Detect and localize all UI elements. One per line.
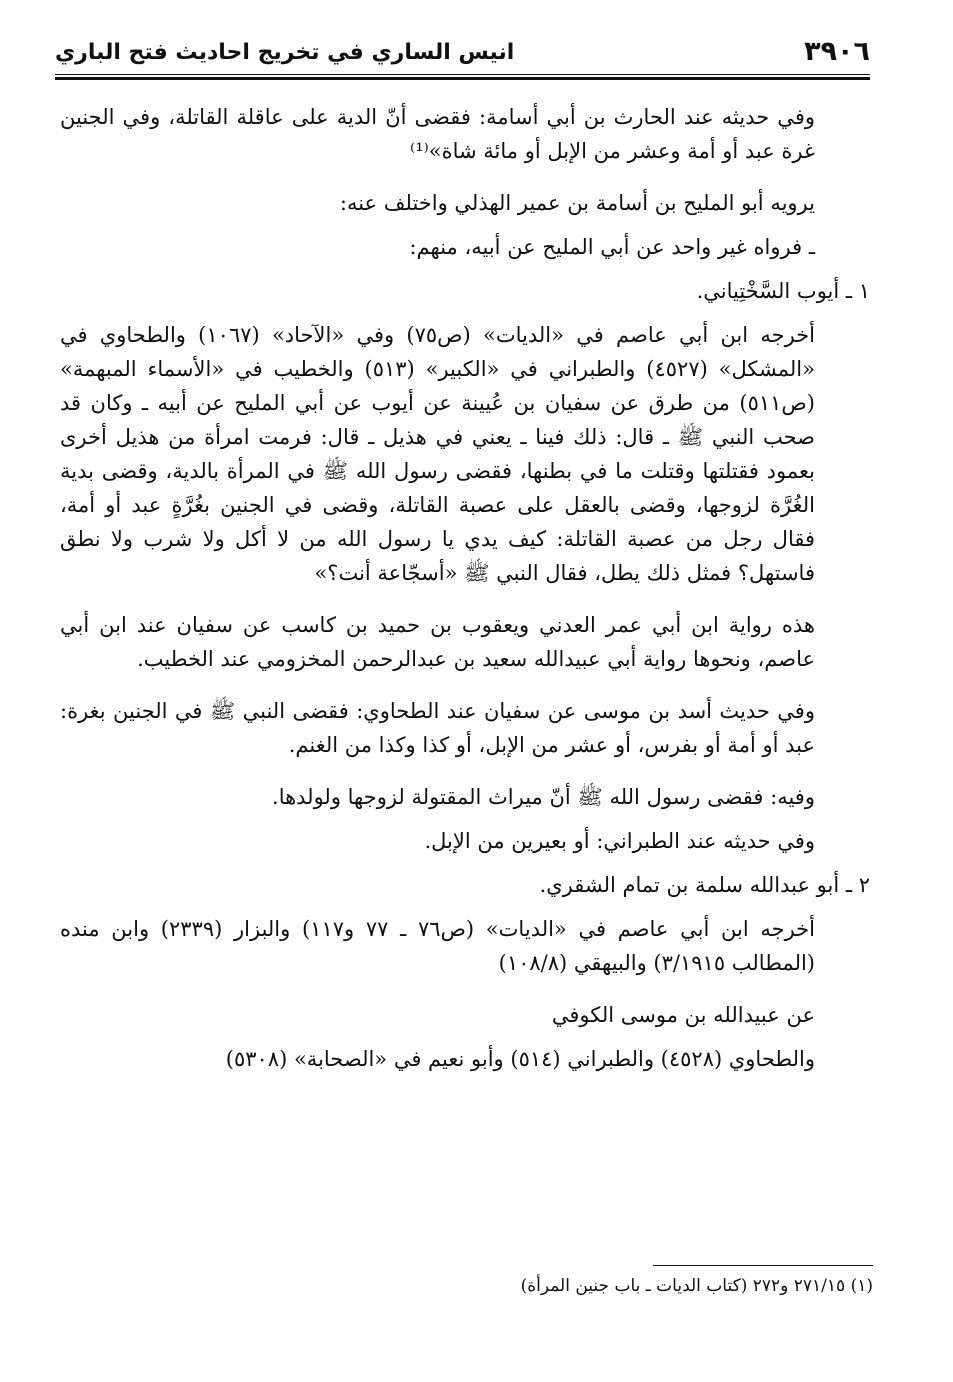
header-divider — [55, 77, 870, 80]
footnote: (١) ٢٧١/١٥ و٢٧٢ (كتاب الديات ـ باب جنين المرأة) — [520, 1276, 873, 1296]
paragraph: وفي حديثه عند الحارث بن أبي أسامة: فقضى أنّ الدية على عاقلة القاتلة، وفي الجنين غرة عبد أو أمة وعشر من الإبل أو مائة شاة»⁽¹⁾ — [60, 105, 815, 163]
page-body — [60, 100, 870, 1086]
paragraph: والطحاوي (٤٥٢٨) والطبراني (٥١٤) وأبو نعيم في «الصحابة» (٥٣٠٨) — [225, 1047, 815, 1071]
header-divider-thin — [55, 74, 870, 75]
footnote-divider — [653, 1265, 873, 1266]
paragraph: عن عبيدالله بن موسى الكوفي — [551, 1003, 815, 1027]
numbered-heading: ٢ ـ أبو عبدالله سلمة بن تمام الشقري. — [539, 873, 870, 897]
book-title: انيس الساري في تخريج احاديث فتح الباري — [55, 40, 515, 65]
paragraph: أخرجه ابن أبي عاصم في «الديات» (ص٧٦ ـ ٧٧ و١١٧) والبزار (٢٣٣٩) وابن منده (المطالب ٣/١٩١٥) والبيهقي (١٠٨/٨) — [60, 917, 815, 975]
page-number: ٣٩٠٦ — [804, 36, 870, 67]
paragraph: وفيه: فقضى رسول الله ﷺ أنّ ميراث المقتولة لزوجها ولولدها. — [272, 785, 815, 809]
numbered-heading: ١ ـ أيوب السَّخْتِياني. — [696, 279, 870, 303]
paragraph: هذه رواية ابن أبي عمر العدني ويعقوب بن حميد بن كاسب عن سفيان عند ابن أبي عاصم، ونحوها رواية أبي عبيدالله سعيد بن عبدالرحمن المخزومي عند الخطيب. — [60, 613, 815, 671]
page-header — [55, 30, 870, 80]
paragraph: يرويه أبو المليح بن أسامة بن عمير الهذلي واختلف عنه: — [339, 191, 815, 215]
paragraph: أخرجه ابن أبي عاصم في «الديات» (ص٧٥) وفي «الآحاد» (١٠٦٧) والطحاوي في «المشكل» (٤٥٢٧) والطبراني في «الكبير» (٥١٣) والخطيب في «الأسماء المبهمة» (ص٥١١) من طرق عن سفيان بن عُيينة عن أيوب عن أبي المليح عن أبيه ـ وكان قد صحب النبي ﷺ ـ قال: ذلك فينا ـ يعني في هذيل ـ قال: فرمت امرأة من هذيل أخرى بعمود فقتلتها وقتلت ما في بطنها، فقضى رسول الله ﷺ في المرأة بالدية، وقضى بدية الغُرَّة لزوجها، وقضى بالعقل على عصبة القاتلة، وقضى في الجنين بغُرَّةٍ عبد أو أمة، فقال رجل من عصبة القاتلة: كيف يدي يا رسول الله من لا أكل ولا شرب ولا نطق فاستهل؟ فمثل ذلك يطل، فقال النبي ﷺ «أسجّاعة أنت؟» — [60, 323, 816, 585]
paragraph: وفي حديثه عند الطبراني: أو بعيرين من الإبل. — [424, 829, 815, 853]
paragraph: وفي حديث أسد بن موسى عن سفيان عند الطحاوي: فقضى النبي ﷺ في الجنين بغرة: عبد أو أمة أو بفرس، أو عشر من الإبل، أو كذا وكذا من الغنم. — [60, 699, 815, 757]
paragraph: ـ فرواه غير واحد عن أبي المليح عن أبيه، منهم: — [409, 235, 815, 259]
